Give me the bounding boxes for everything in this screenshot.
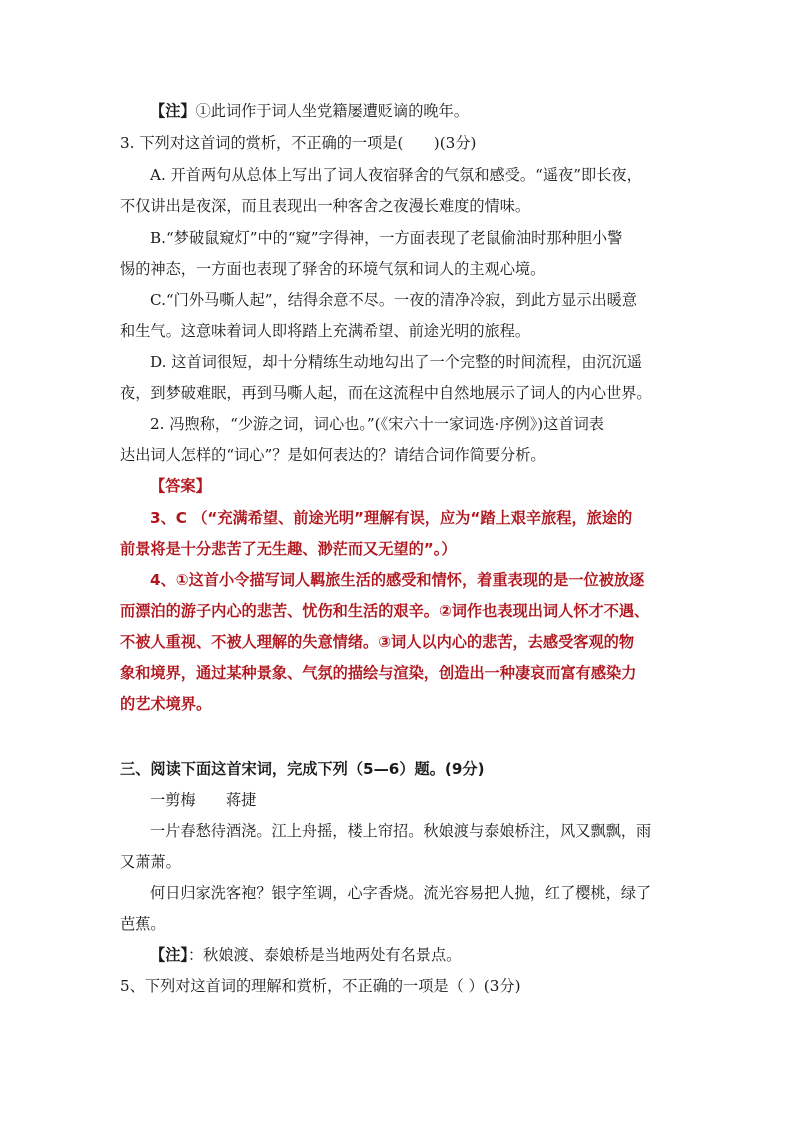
note-text: ①此词作于词人坐党籍屡遭贬谪的晚年。 [195,102,469,120]
question-4-line-1: 2. 冯煦称，“少游之词，词心也。”(《宋六十一家词选·序例》)这首词表 [150,415,604,433]
option-d-line-2: 夜，到梦破难眠，再到马嘶人起，而在这流程中自然地展示了词人的内心世界。 [120,384,652,402]
note-text: ：秋娘渡、泰娘桥是当地两处有名景点。 [187,946,462,964]
option-b-line-1: B.“梦破鼠窥灯”中的“窥”字得神，一方面表现了老鼠偷油时那种胆小警 [150,229,623,247]
option-c-line-1: C.“门外马嘶人起”，结得余意不尽。一夜的清净冷寂，到此方显示出暖意 [150,291,638,309]
option-a-line-2: 不仅讲出是夜深，而且表现出一种客舍之夜漫长难度的情味。 [120,197,531,215]
option-b-line-2: 惕的神态，一方面也表现了驿舍的环境气氛和词人的主观心境。 [120,260,546,278]
answer-4-line-5: 的艺术境界。 [120,695,212,713]
answer-4-line-2: 而漂泊的游子内心的悲苦、忧伤和生活的艰辛。②词作也表现出词人怀才不遇、 [120,602,650,620]
poem-2-note [150,945,680,965]
answer-label: 【答案】 [150,477,211,495]
answer-4-line-3: 不被人重视、不被人理解的失意情绪。③词人以内心的悲苦，去感受客观的物 [120,633,635,651]
answer-3-line-2: 前景将是十分悲苦了无生趣、渺茫而又无望的”。） [120,540,457,558]
note-tag: 【注】 [150,102,196,120]
question-3-stem: 3. 下列对这首词的赏析，不正确的一项是( )(3分) [120,134,477,152]
question-4-line-2: 达出词人怎样的“词心”？是如何表达的？请结合词作简要分析。 [120,446,546,464]
poem-title-author: 一剪梅 蒋捷 [150,791,257,809]
poem-stanza-2-line-1: 何日归家洗客袍？银字笙调，心字香烧。流光容易把人抛，红了樱桃，绿了 [150,884,652,902]
poem-note [150,101,680,121]
poem-stanza-1-line-2: 又萧萧。 [120,853,181,871]
answer-4-line-4: 象和境界，通过某种景象、气氛的描绘与渲染，创造出一种凄哀而富有感染力 [120,664,637,682]
note-tag: 【注】 [150,946,188,964]
option-a-line-1: A. 开首两句从总体上写出了词人夜宿驿舍的气氛和感受。“遥夜”即长夜， [150,166,642,184]
question-5-stem: 5、下列对这首词的理解和赏析，不正确的一项是（ ）(3分) [120,977,521,995]
answer-4-line-1: 4、①这首小令描写词人羁旅生活的感受和情怀，着重表现的是一位被放逐 [150,571,645,589]
answer-3-line-1: 3、C （“充满希望、前途光明”理解有误，应为“踏上艰辛旅程，旅途的 [150,509,633,527]
section-3-heading: 三、阅读下面这首宋词，完成下列（5—6）题。(9分) [120,760,485,778]
poem-stanza-1-line-1: 一片春愁待酒浇。江上舟摇，楼上帘招。秋娘渡与泰娘桥注，风又飘飘，雨 [150,822,652,840]
option-c-line-2: 和生气。这意味着词人即将踏上充满希望、前途光明的旅程。 [120,322,531,340]
poem-stanza-2-line-2: 芭蕉。 [120,915,166,933]
option-d-line-1: D. 这首词很短，却十分精练生动地勾出了一个完整的时间流程，由沉沉遥 [150,353,643,371]
